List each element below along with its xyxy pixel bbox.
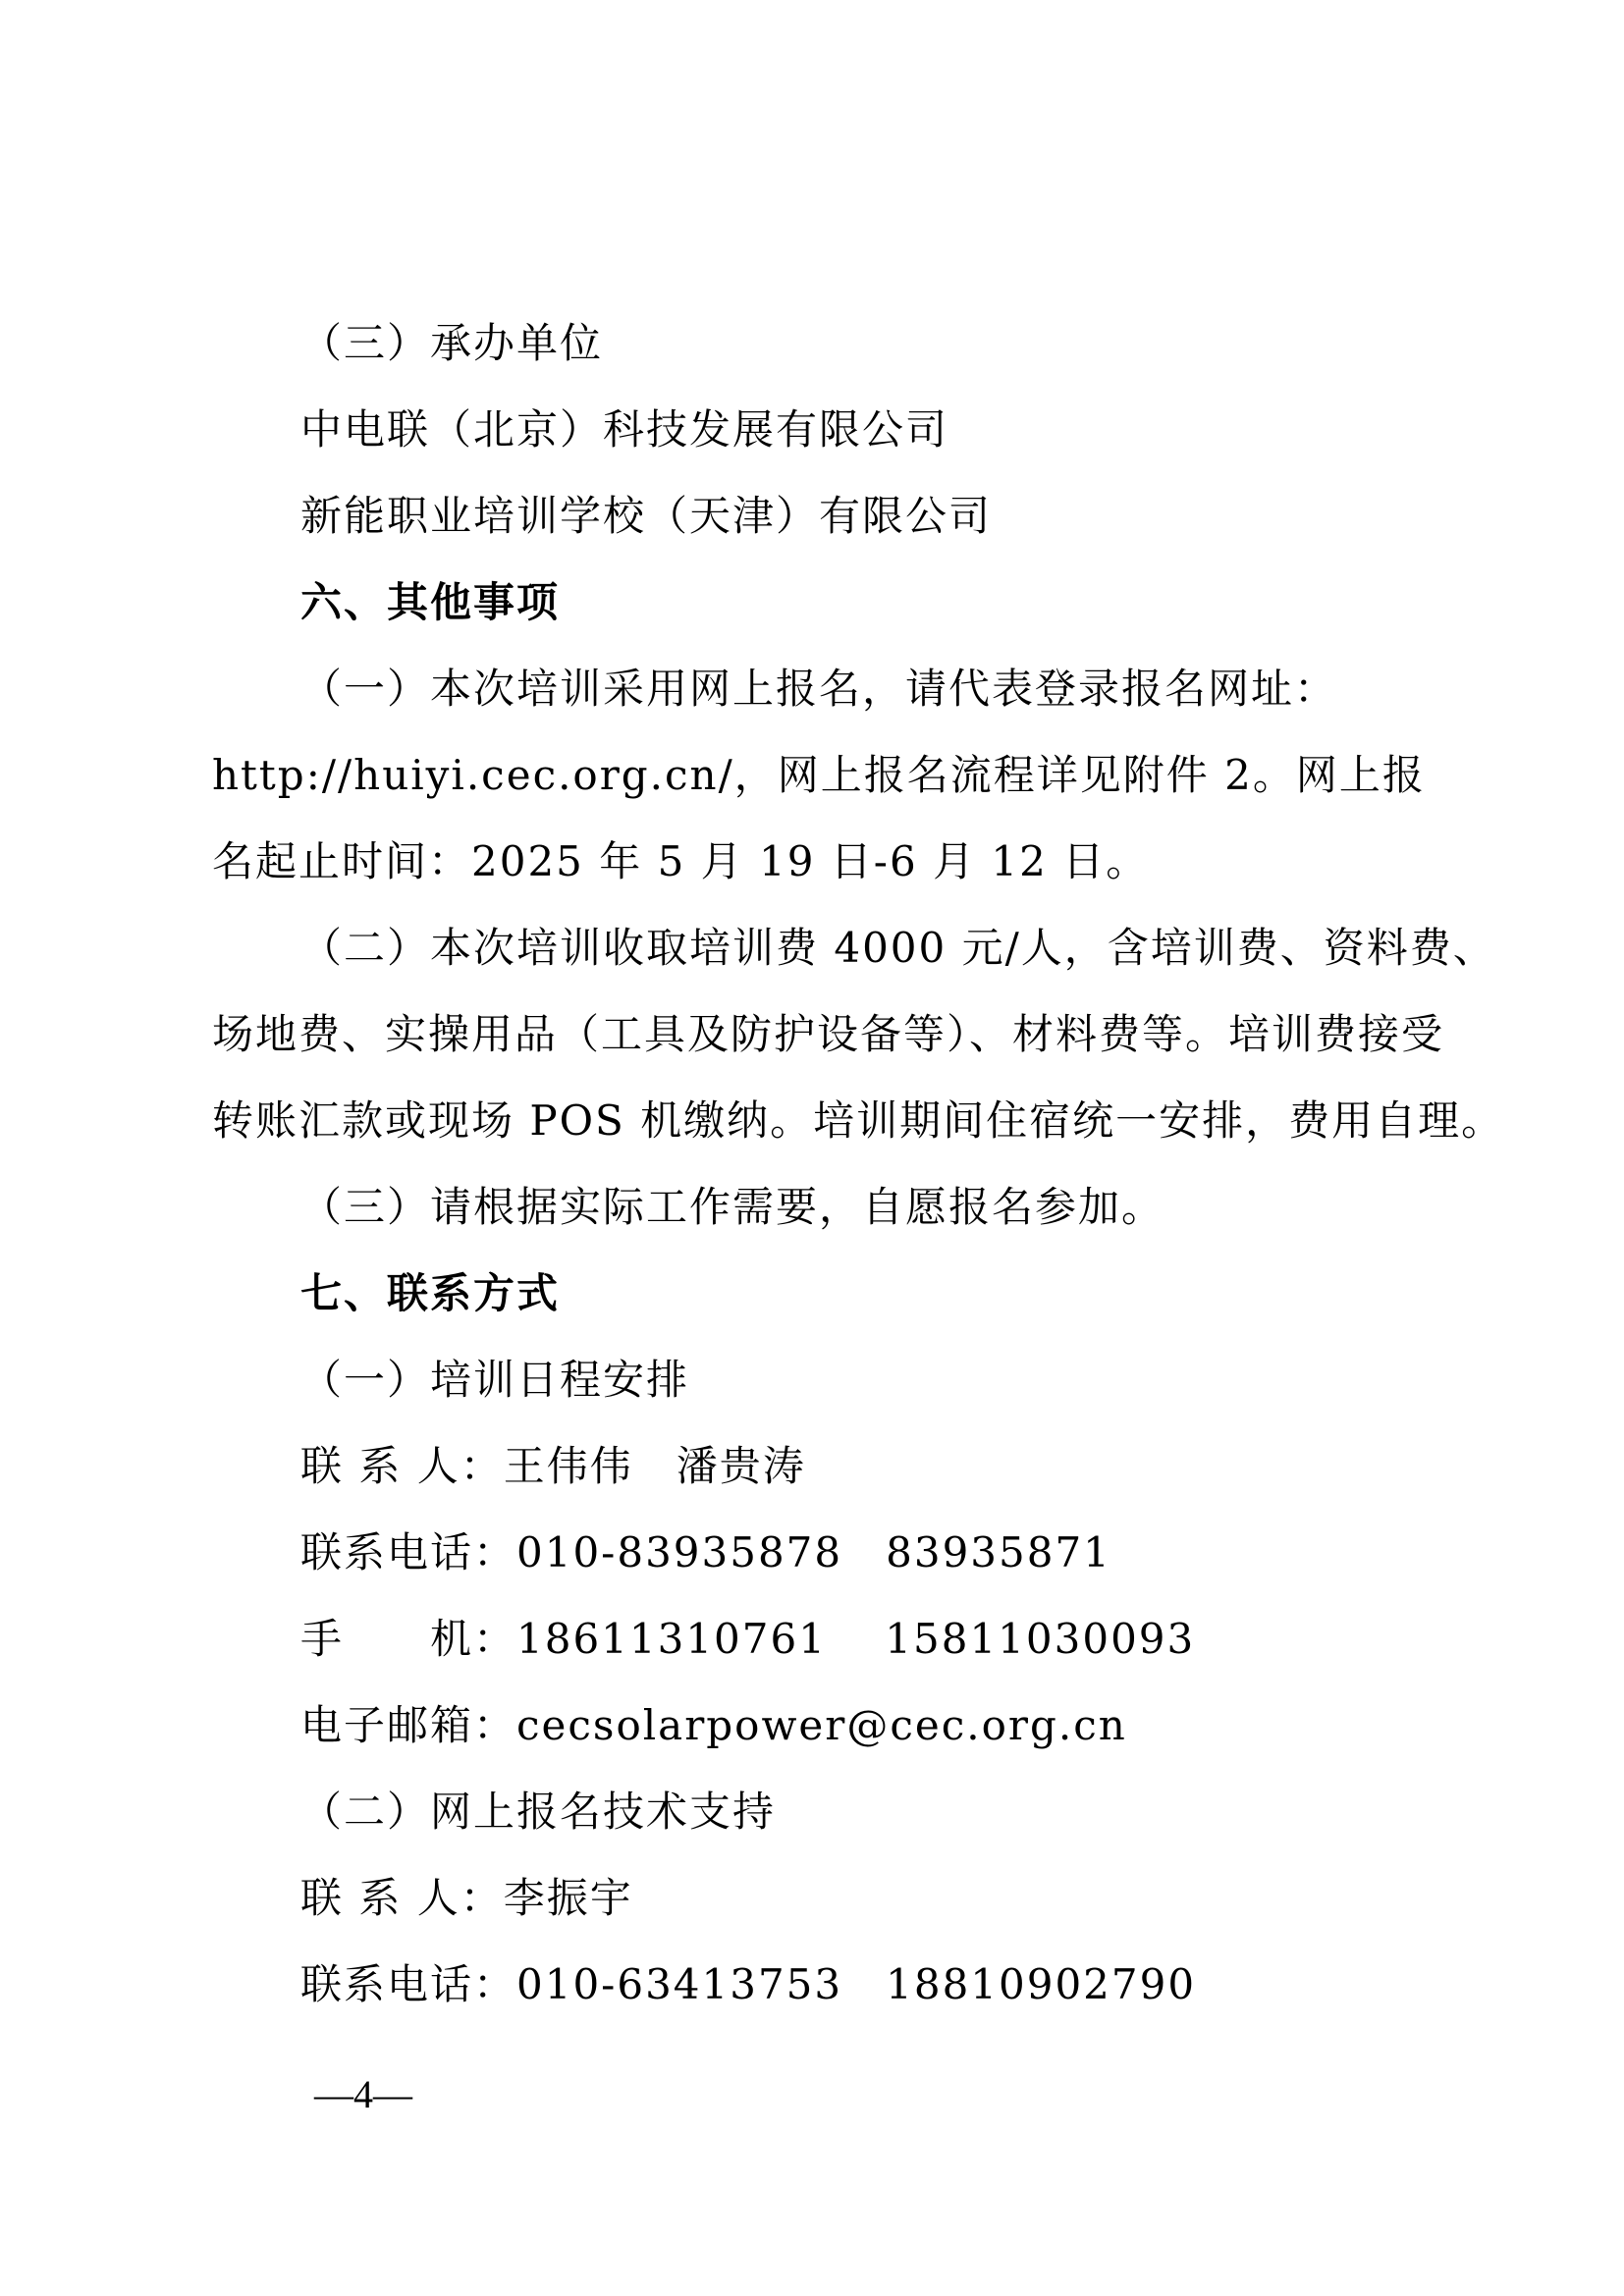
item1-line2: http://huiyi.cec.org.cn/，网上报名流程详见附件 2。网上报 xyxy=(212,751,1426,799)
contact-sub1-email: 电子邮箱：cecsolarpower@cec.org.cn xyxy=(300,1701,1127,1749)
contact-heading: 七、联系方式 xyxy=(300,1269,561,1317)
contact-sub1-heading: （一）培训日程安排 xyxy=(300,1356,690,1404)
organizer-name-2: 新能职业培训学校（天津）有限公司 xyxy=(300,492,993,540)
page-number: —4— xyxy=(314,2072,412,2116)
contact-sub2-phone: 联系电话：010-63413753 18810902790 xyxy=(300,1960,1197,2008)
organizer-name-1: 中电联（北京）科技发展有限公司 xyxy=(300,405,949,454)
item2-line2: 场地费、实操用品（工具及防护设备等）、材料费等。培训费接受 xyxy=(212,1010,1445,1058)
other-matters-heading: 六、其他事项 xyxy=(300,578,561,626)
item2-line1: （二）本次培训收取培训费 4000 元/人，含培训费、资料费、 xyxy=(300,924,1496,972)
item3: （三）请根据实际工作需要，自愿报名参加。 xyxy=(300,1183,1165,1231)
contact-sub2-heading: （二）网上报名技术支持 xyxy=(300,1788,777,1836)
item1-line3: 名起止时间：2025 年 5 月 19 日-6 月 12 日。 xyxy=(212,837,1150,885)
contact-sub1-phone: 联系电话：010-83935878 83935871 xyxy=(300,1528,1111,1576)
contact-sub1-mobile: 手 机：18611310761 15811030093 xyxy=(300,1615,1196,1663)
contact-sub2-person: 联 系 人：李振宇 xyxy=(300,1874,633,1922)
item1-line1: （一）本次培训采用网上报名，请代表登录报名网址： xyxy=(300,665,1338,713)
organizer-heading: （三）承办单位 xyxy=(300,319,604,367)
contact-sub1-person: 联 系 人：王伟伟 潘贵涛 xyxy=(300,1442,806,1490)
item2-line3: 转账汇款或现场 POS 机缴纳。培训期间住宿统一安排，费用自理。 xyxy=(212,1096,1505,1145)
